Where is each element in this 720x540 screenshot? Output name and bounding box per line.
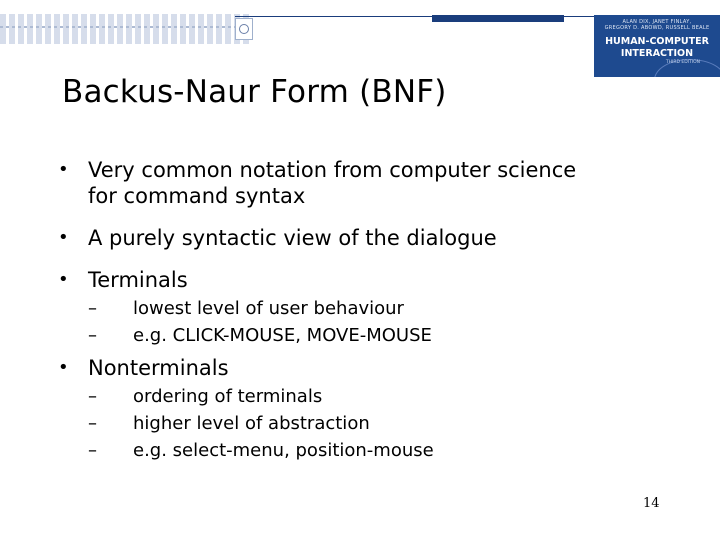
- bullet-icon: •: [58, 269, 69, 290]
- sub-bullet-item: [58, 383, 698, 410]
- page-number: 14: [643, 496, 660, 511]
- sub-bullet-item: [58, 295, 698, 322]
- bullet-text: Very common notation from computer science: [88, 158, 577, 182]
- sub-bullet-item: [58, 322, 698, 349]
- sub-bullet-text: higher level of abstraction: [133, 413, 370, 434]
- bullet-text-continued: for command syntax: [88, 184, 306, 208]
- dash-icon: –: [88, 325, 97, 346]
- book-cover-logo: [594, 15, 720, 77]
- bullet-text: Terminals: [88, 268, 188, 292]
- dash-icon: –: [88, 298, 97, 319]
- banner-logo-icon: [235, 18, 253, 40]
- book-edition: THIRD EDITION: [665, 60, 700, 65]
- sub-bullet-text: ordering of terminals: [133, 386, 323, 407]
- dash-icon: –: [88, 386, 97, 407]
- sub-bullet-text: e.g. select-menu, position-mouse: [133, 440, 434, 461]
- book-title: HUMAN-COMPUTER INTERACTION: [605, 36, 709, 59]
- book-authors: ALAN DIX, JANET FINLAY, GREGORY D. ABOWD, RUSSELL BEALE: [604, 19, 710, 31]
- sub-bullet-list: [58, 383, 698, 464]
- sub-bullet-text: lowest level of user behaviour: [133, 298, 404, 319]
- sub-bullet-item: [58, 410, 698, 437]
- bullet-item: [58, 225, 698, 251]
- bullet-icon: •: [58, 357, 69, 378]
- sub-bullet-item: [58, 437, 698, 464]
- header-rule-block: [432, 15, 564, 22]
- sub-bullet-list: [58, 295, 698, 349]
- bullet-item: [58, 267, 698, 293]
- bullet-text: Nonterminals: [88, 356, 229, 380]
- sub-bullet-text: e.g. CLICK-MOUSE, MOVE-MOUSE: [133, 325, 432, 346]
- bullet-item: [58, 157, 698, 209]
- bullet-text: A purely syntactic view of the dialogue: [88, 226, 497, 250]
- bullet-icon: •: [58, 227, 69, 248]
- bullet-list: [58, 157, 698, 470]
- bullet-icon: •: [58, 159, 69, 180]
- dash-icon: –: [88, 440, 97, 461]
- slide-title: Backus-Naur Form (BNF): [62, 74, 447, 110]
- dash-icon: –: [88, 413, 97, 434]
- decorative-banner: [0, 14, 250, 44]
- bullet-item: [58, 355, 698, 381]
